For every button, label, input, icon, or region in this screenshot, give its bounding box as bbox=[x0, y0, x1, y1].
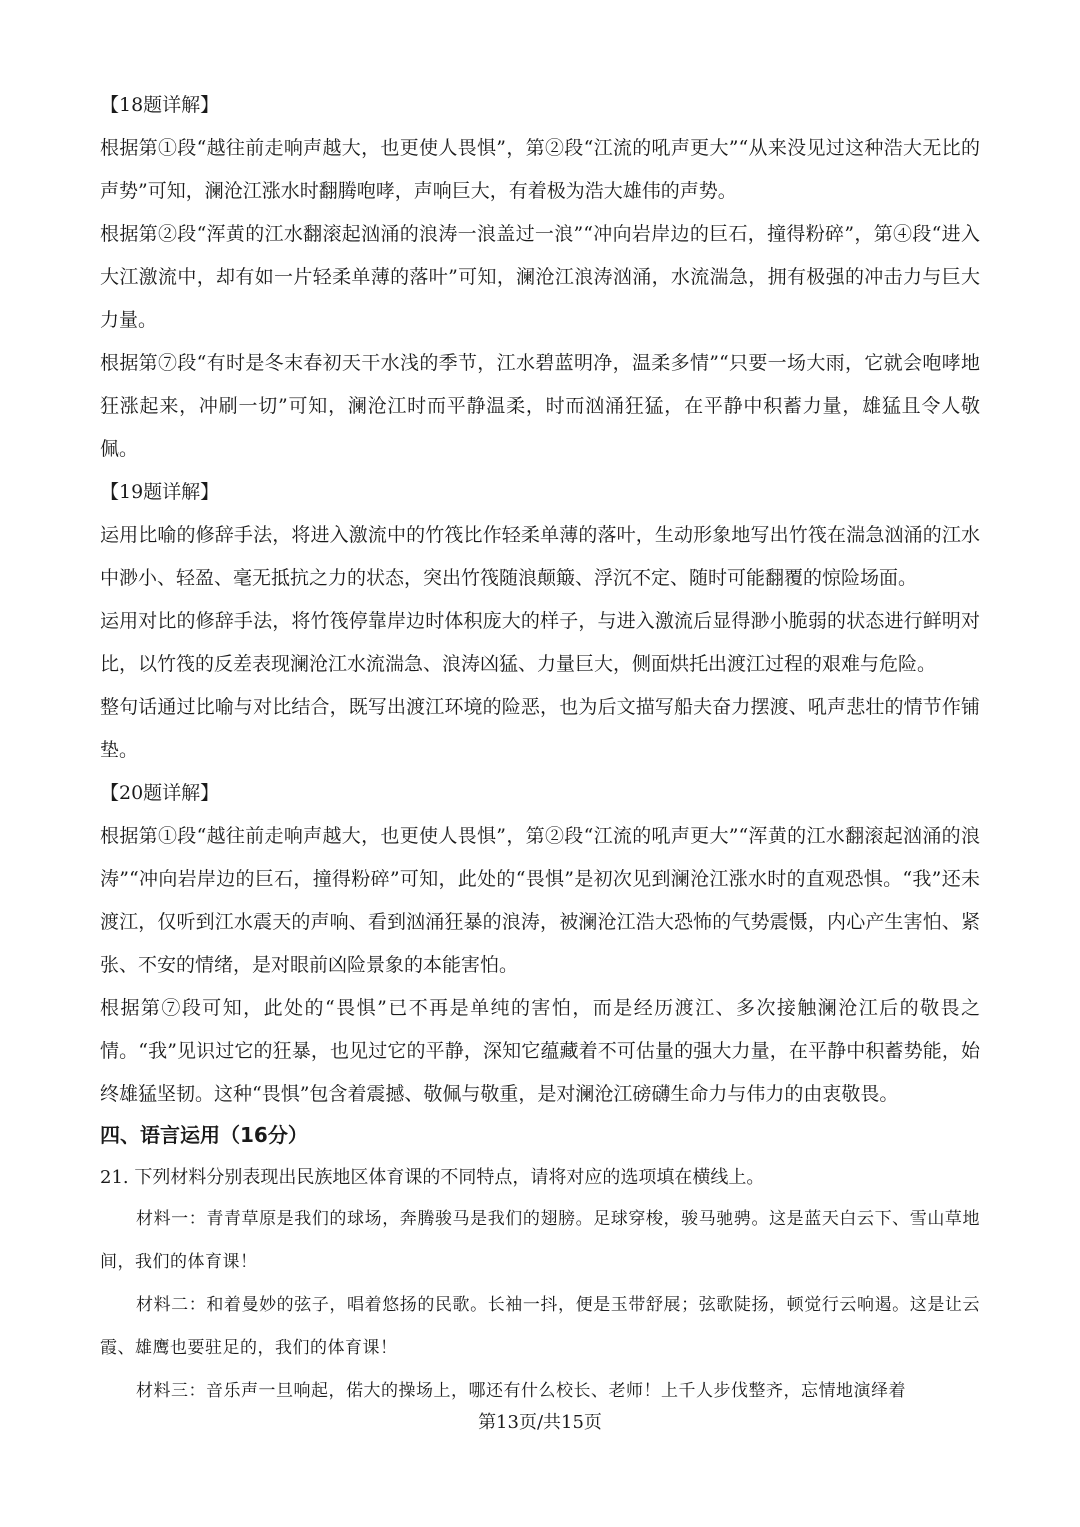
paragraph: 运用对比的修辞手法，将竹筏停靠岸边时体积庞大的样子，与进入激流后显得渺小脆弱的状态进行鲜明对比，以竹筏的反差表现澜沧江水流湍急、浪涛凶猛、力量巨大，侧面烘托出渡江过程的艰难与危险。 bbox=[100, 610, 980, 675]
paragraph: 根据第①段“越往前走响声越大，也更使人畏惧”，第②段“江流的吼声更大”“浑黄的江水翻滚起汹涌的浪涛”“冲向岩岸边的巨石，撞得粉碎”可知，此处的“畏惧”是初次见到澜沧江涨水时的直观恐惧。“我”还未渡江，仅听到江水震天的声响、看到汹涌狂暴的浪涛，被澜沧江浩大恐怖的气势震慑，内心产生害怕、紧张、不安的情绪，是对眼前凶险景象的本能害怕。 bbox=[100, 825, 980, 976]
section-heading: 【20题详解】 bbox=[100, 782, 220, 804]
part-title: 四、语言运用（16分） bbox=[100, 1123, 308, 1147]
section-heading: 【19题详解】 bbox=[100, 481, 220, 503]
paragraph: 根据第⑦段“有时是冬末春初天干水浅的季节，江水碧蓝明净，温柔多情”“只要一场大雨，它就会咆哮地狂涨起来，冲刷一切”可知，澜沧江时而平静温柔，时而汹涌狂猛，在平静中积蓄力量，雄猛且令人敬佩。 bbox=[100, 352, 980, 460]
material-3: 材料三：音乐声一旦响起，偌大的操场上，哪还有什么校长、老师！上千人步伐整齐，忘情地演绎着 bbox=[136, 1381, 906, 1401]
material-2: 材料二：和着曼妙的弦子，唱着悠扬的民歌。长袖一抖，便是玉带舒展；弦歌陡扬，顿觉行云响遏。这是让云霞、雄鹰也要驻足的，我们的体育课！ bbox=[100, 1295, 980, 1358]
question-21: 21. 下列材料分别表现出民族地区体育课的不同特点，请将对应的选项填在横线上。 bbox=[100, 1167, 765, 1188]
paragraph: 整句话通过比喻与对比结合，既写出渡江环境的险恶，也为后文描写船夫奋力摆渡、吼声悲壮的情节作铺垫。 bbox=[100, 696, 980, 761]
section-20 bbox=[100, 772, 980, 1116]
paragraph: 根据第①段“越往前走响声越大，也更使人畏惧”，第②段“江流的吼声更大”“从来没见过这种浩大无比的声势”可知，澜沧江涨水时翻腾咆哮，声响巨大，有着极为浩大雄伟的声势。 bbox=[100, 137, 980, 202]
material-1: 材料一：青青草原是我们的球场，奔腾骏马是我们的翅膀。足球穿梭，骏马驰骋。这是蓝天白云下、雪山草地间，我们的体育课！ bbox=[100, 1209, 980, 1272]
page-number: 第13页/共15页 bbox=[478, 1412, 602, 1433]
document-body bbox=[100, 84, 980, 1413]
paragraph: 根据第⑦段可知，此处的“畏惧”已不再是单纯的害怕，而是经历渡江、多次接触澜沧江后的敬畏之情。“我”见识过它的狂暴，也见过它的平静，深知它蕴藏着不可估量的强大力量，在平静中积蓄势能，始终雄猛坚韧。这种“畏惧”包含着震撼、敬佩与敬重，是对澜沧江磅礴生命力与伟力的由衷敬畏。 bbox=[100, 997, 980, 1105]
paragraph: 运用比喻的修辞手法，将进入激流中的竹筏比作轻柔单薄的落叶，生动形象地写出竹筏在湍急汹涌的江水中渺小、轻盈、毫无抵抗之力的状态，突出竹筏随浪颠簸、浮沉不定、随时可能翻覆的惊险场面。 bbox=[100, 524, 980, 589]
section-18 bbox=[100, 84, 980, 471]
paragraph: 根据第②段“浑黄的江水翻滚起汹涌的浪涛一浪盖过一浪”“冲向岩岸边的巨石，撞得粉碎”，第④段“进入大江激流中，却有如一片轻柔单薄的落叶”可知，澜沧江浪涛汹涌，水流湍急，拥有极强的冲击力与巨大力量。 bbox=[100, 223, 980, 331]
part-4-language-use bbox=[100, 1118, 980, 1413]
section-heading: 【18题详解】 bbox=[100, 94, 220, 116]
section-19 bbox=[100, 471, 980, 772]
